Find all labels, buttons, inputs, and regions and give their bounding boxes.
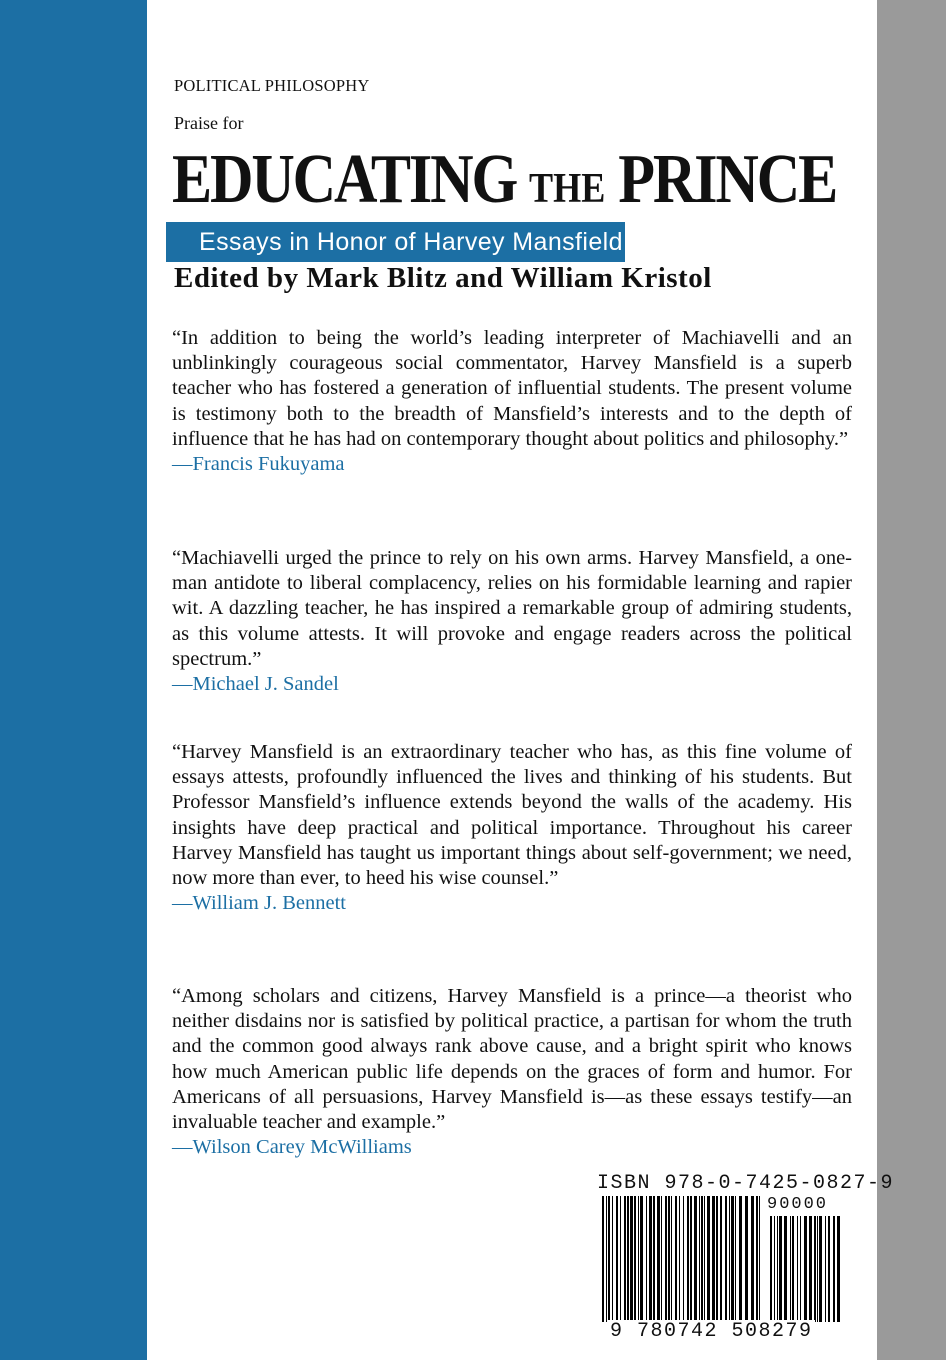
title-part-educating: EDUCATING: [172, 141, 530, 218]
barcode-bar: [745, 1196, 748, 1322]
barcode-bar: [699, 1196, 700, 1322]
barcode-bar: [809, 1216, 812, 1322]
barcode-bar: [792, 1216, 794, 1322]
barcode-bar: [735, 1196, 736, 1322]
barcode-bar: [612, 1196, 613, 1322]
quote-attribution: —Wilson Carey McWilliams: [172, 1136, 412, 1159]
barcode-bar: [630, 1196, 633, 1322]
blurb-quote: [172, 740, 852, 916]
barcode-bar: [751, 1196, 754, 1322]
isbn-barcode-block: [590, 1172, 895, 1343]
barcode-bar: [690, 1196, 692, 1322]
barcode-bar: [819, 1216, 822, 1322]
subtitle-banner: Essays in Honor of Harvey Mansfield: [166, 222, 625, 262]
barcode-bar: [624, 1196, 626, 1322]
barcode-bar: [756, 1196, 758, 1322]
barcode-bar: [833, 1216, 835, 1322]
barcode-bar: [707, 1196, 710, 1322]
barcode-bar: [837, 1216, 840, 1322]
barcode-bar: [800, 1216, 801, 1322]
barcode-bar: [774, 1216, 775, 1322]
barcode-bar: [620, 1196, 621, 1322]
price-code: 90000: [767, 1195, 829, 1214]
barcode-bar: [770, 1216, 772, 1322]
book-title: [172, 140, 836, 229]
left-color-stripe: [0, 0, 147, 1360]
barcode-bar: [616, 1196, 618, 1322]
barcode-bar: [668, 1196, 670, 1322]
barcode-bar: [646, 1196, 647, 1322]
editors-line: Edited by Mark Blitz and William Kristol: [174, 262, 712, 294]
barcode-bar: [790, 1216, 791, 1322]
barcode-bar: [627, 1196, 629, 1322]
blurb-quote: [172, 984, 852, 1160]
barcode-bar: [817, 1216, 818, 1322]
barcode-bar: [638, 1196, 639, 1322]
quote-attribution: —William J. Bennett: [172, 892, 346, 915]
praise-for-label: Praise for: [174, 113, 244, 133]
barcode-bar: [649, 1196, 652, 1322]
barcode-bar: [640, 1196, 643, 1322]
category-label: POLITICAL PHILOSOPHY: [174, 76, 370, 95]
barcode-bar: [739, 1196, 742, 1322]
isbn-label: ISBN 978-0-7425-0827-9: [597, 1172, 895, 1195]
barcode-bar: [731, 1196, 734, 1322]
quote-attribution: —Francis Fukuyama: [172, 453, 345, 476]
barcode-bar: [653, 1196, 655, 1322]
barcode-bar: [797, 1216, 798, 1322]
barcode-bar: [825, 1216, 826, 1322]
blurb-quote: [172, 546, 852, 697]
quote-text: “In addition to being the world’s leading interpreter of Machiavelli and an unblinkingly courageous social commentator, Harvey Mansfield is a superb teacher who has fostered a generation of influential students. The present volume is testimony both to the breadth of Mansfield’s interests and to the depth of influence that he has had on contemporary thought about politics and philosophy.”: [172, 327, 852, 450]
barcode-bar: [725, 1196, 727, 1322]
barcode-bar: [777, 1216, 778, 1322]
barcode-bar: [606, 1196, 607, 1322]
barcode-bar: [687, 1196, 689, 1322]
barcode-bar: [665, 1196, 667, 1322]
barcode-bar: [683, 1196, 684, 1322]
barcode-bar: [671, 1196, 672, 1322]
quote-text: “Among scholars and citizens, Harvey Mansfield is a prince—a theorist who neither disdains nor is satisfied by political practice, a partisan for whom the truth and the common good always rank above cause, and a bright spirit who knows how much American public life depends on the graces of form and humor. For Americans of all persuasions, Harvey Mansfield is—as these essays testify—an invaluable teacher and example.”: [172, 985, 852, 1134]
barcode-digits: 9 780742 508279: [610, 1320, 813, 1343]
addon-barcode-bars: [770, 1216, 840, 1322]
barcode-bar: [814, 1216, 816, 1322]
barcode-bar: [779, 1216, 782, 1322]
main-barcode-bars: [602, 1196, 760, 1322]
barcode-bar: [701, 1196, 703, 1322]
barcode-bar: [828, 1216, 830, 1322]
blurb-quote: [172, 326, 852, 477]
barcode-bar: [657, 1196, 660, 1322]
barcode-bar: [679, 1196, 680, 1322]
barcode-bar: [704, 1196, 705, 1322]
title-part-prince: PRINCE: [605, 141, 837, 218]
quote-text: “Harvey Mansfield is an extraordinary teacher who has, as this fine volume of essays attests, profoundly influenced the lives and thinking of his students. But Professor Mansfield’s influence extends beyond the walls of the academy. His insights have deep practical and political importance. Throughout his career Harvey Mansfield has taught us important things about self-government; we need, now more than ever, to heed his wise counsel.”: [172, 741, 852, 890]
barcode-bar: [634, 1196, 636, 1322]
quote-attribution: —Michael J. Sandel: [172, 673, 339, 696]
quote-text: “Machiavelli urged the prince to rely on his own arms. Harvey Mansfield, a one-man antidote to liberal complacency, relies on his formidable learning and rapier wit. A dazzling teacher, he has inspired a remarkable group of admiring students, as this volume attests. It will provoke and engage readers across the political spectrum.”: [172, 547, 852, 670]
barcode-bar: [712, 1196, 715, 1322]
barcode-bar: [661, 1196, 662, 1322]
barcode-bar: [602, 1196, 604, 1322]
barcode-bar: [759, 1196, 760, 1322]
right-spine-stripe: [877, 0, 946, 1360]
barcode-bar: [675, 1196, 677, 1322]
barcode-bar: [784, 1216, 787, 1322]
barcode-bar: [716, 1196, 718, 1322]
barcode-image: [590, 1196, 848, 1332]
barcode-bar: [608, 1196, 610, 1322]
barcode-bar: [694, 1196, 697, 1322]
barcode-bar: [804, 1216, 807, 1322]
barcode-bar: [729, 1196, 730, 1322]
title-part-the: THE: [529, 166, 606, 212]
barcode-bar: [720, 1196, 722, 1322]
